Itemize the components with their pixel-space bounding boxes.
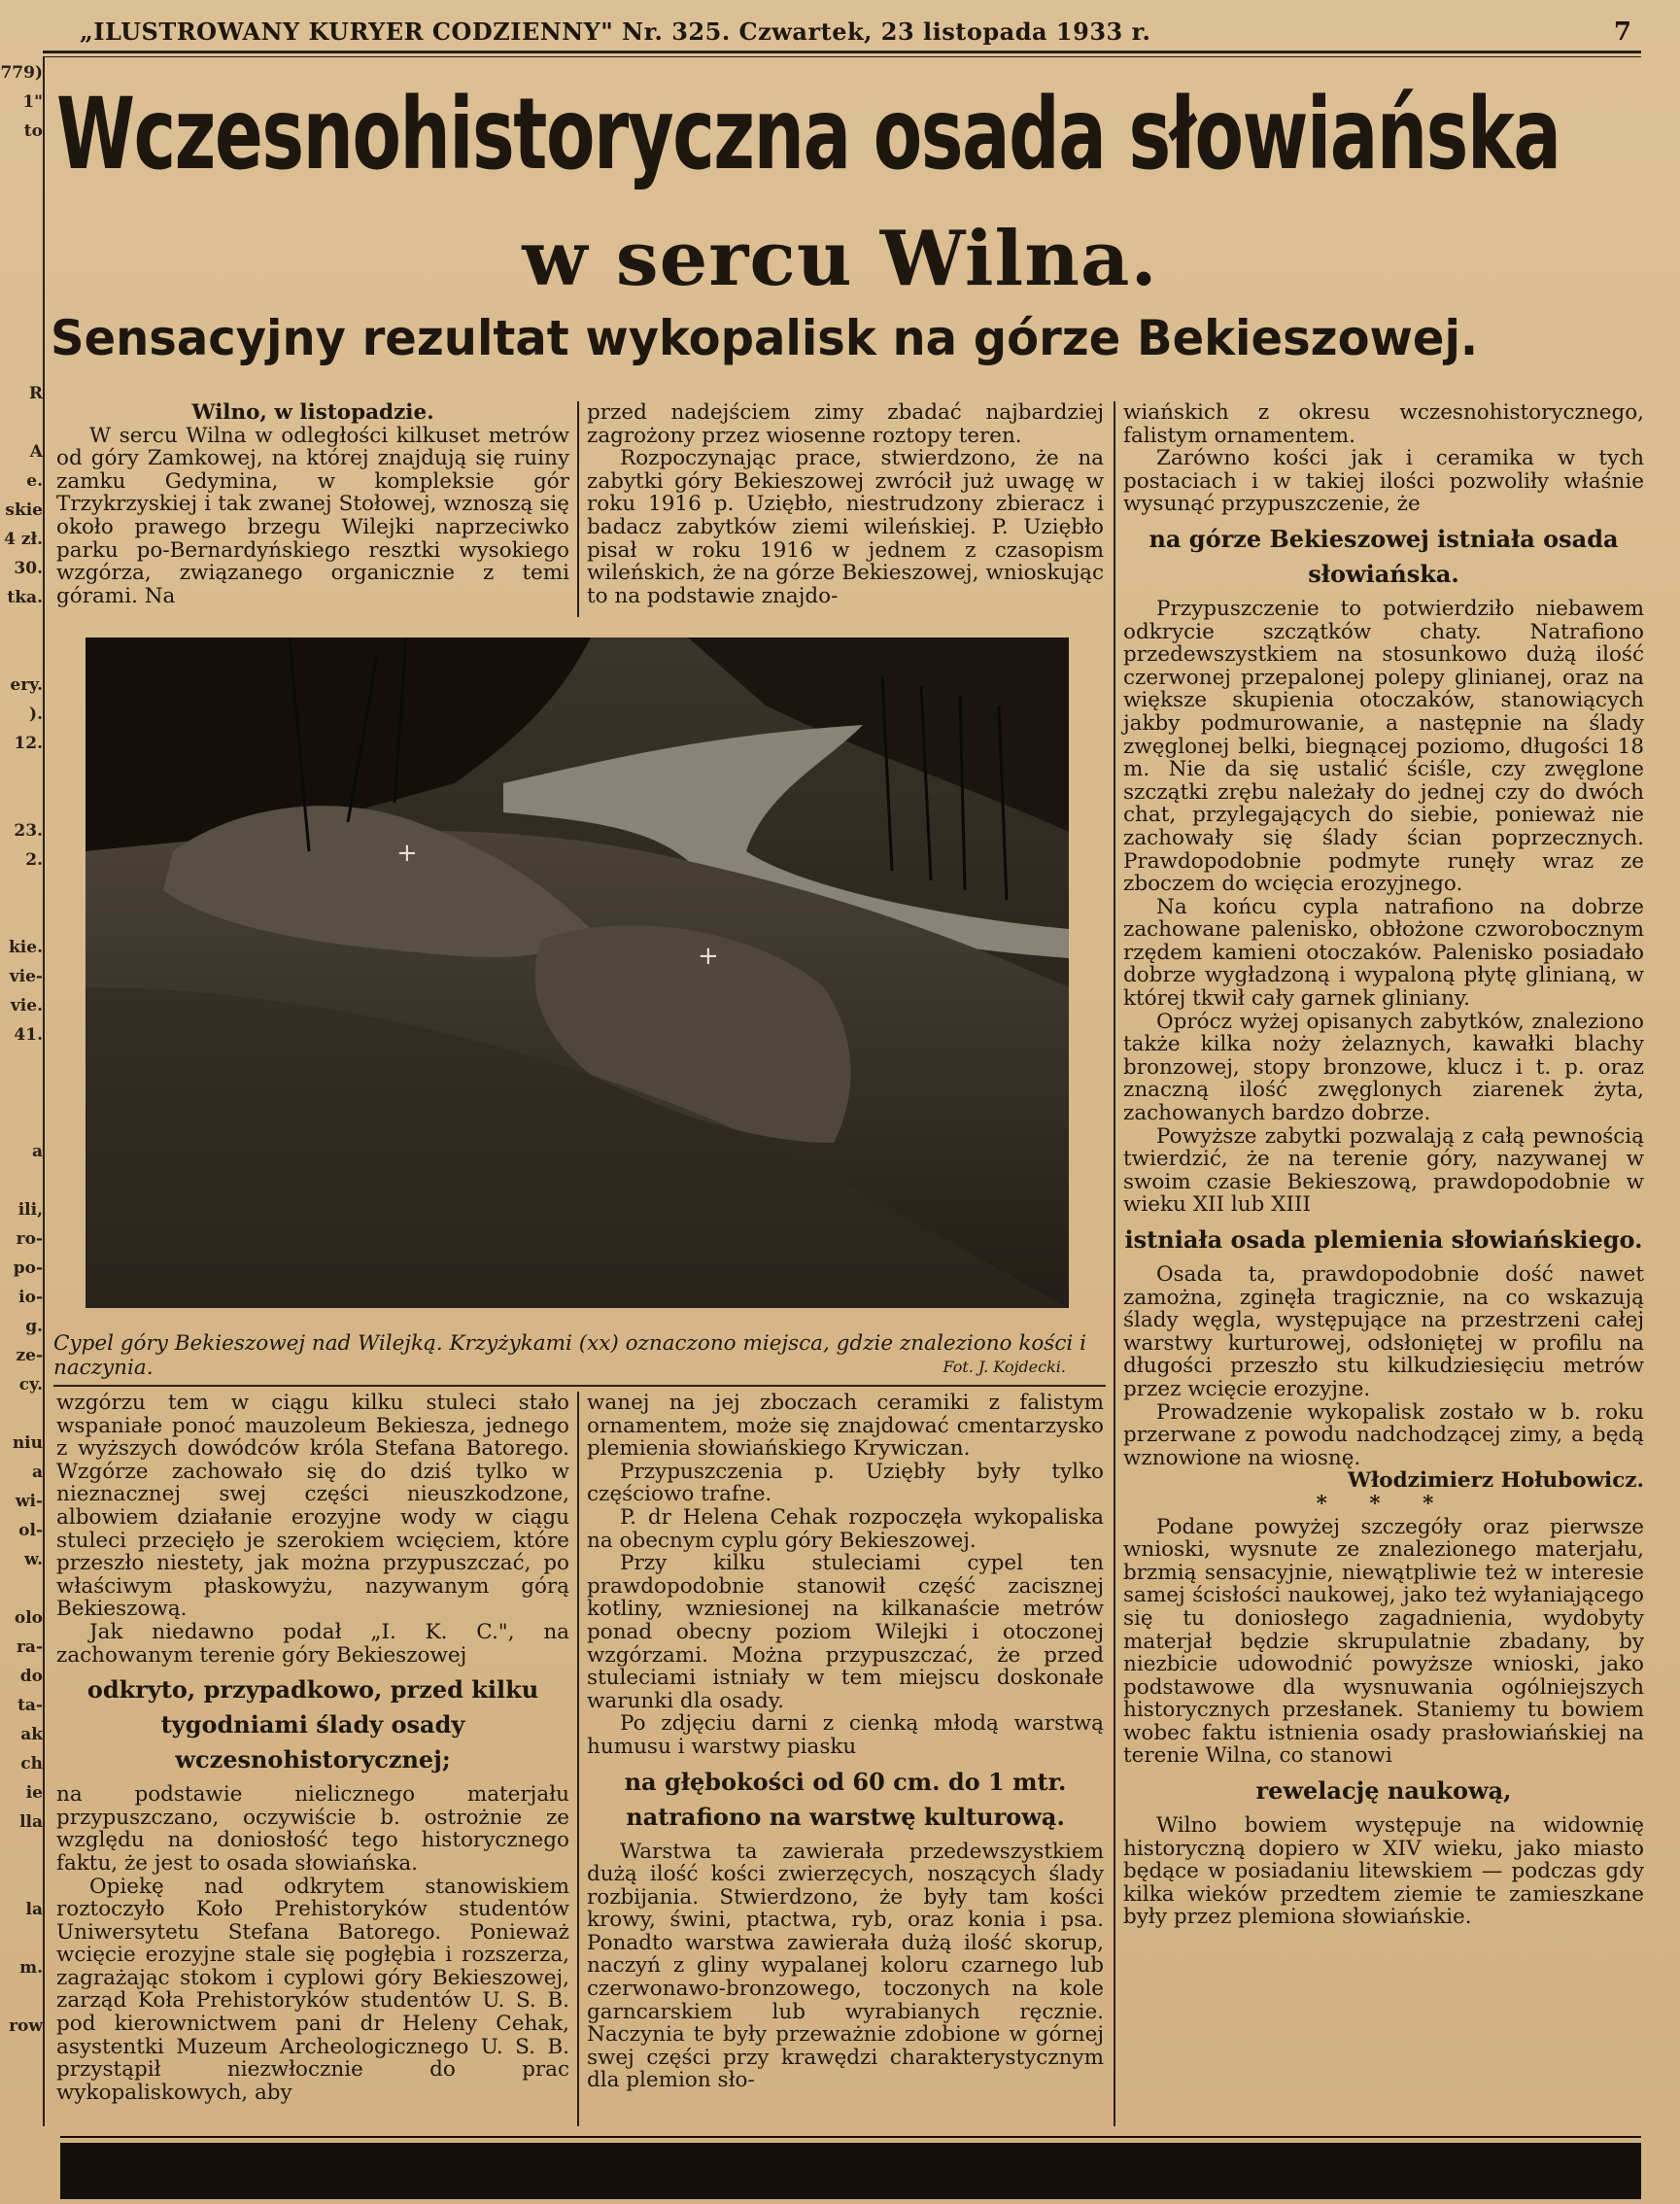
margin-fragment: ro- [16, 1229, 43, 1249]
margin-fragment [0, 350, 43, 379]
margin-fragment: io- [18, 1288, 43, 1307]
margin-fragment [0, 875, 43, 904]
column-rule [1114, 401, 1115, 2126]
margin-fragment: e. [26, 471, 43, 491]
margin-fragment [0, 1079, 43, 1108]
margin-fragment [0, 904, 43, 933]
margin-fragment: kie. [9, 938, 43, 957]
margin-fragment: ak [20, 1725, 43, 1744]
page-number: 7 [1613, 17, 1631, 47]
paragraph: Przypuszczenie to potwierdziło niebawem odkrycie szczątków chaty. Natrafiono przedewszystkiem na stosunkowo dużą ilość czerwonej przepalonej polepy glinianej, oraz na większe skupienia otoczaków, stanowiących jakby podmurowanie, a następnie na ślady zwęglonej belki, biegnącej poziomo, długości 18 m. Nie da się ustalić ściśle, czy zwęglone szczątki zrębu należały do jednej czy do dwóch chat, przylegających do siebie, ponieważ nie zachowały się ślady ścian poprzecznych. Prawdopodobnie podmyte runęły wraz ze zboczem do wcięcia erozyjnego. [1123, 596, 1644, 897]
photo-hill [86, 637, 1069, 1308]
margin-fragment: olo [14, 1608, 43, 1628]
margin-fragment: 23. [14, 821, 43, 841]
top-rule-thin [43, 56, 1641, 57]
subheading: odkryto, przypadkowo, przed kilku tygodniami ślady osady wczesnohistorycznej; [86, 1675, 539, 1774]
margin-fragment: skie [5, 500, 43, 520]
masthead: „ILUSTROWANY KURYER CODZIENNY" Nr. 325. Czwartek, 23 listopada 1933 r. [80, 17, 1151, 46]
margin-fragment: wi- [15, 1492, 43, 1511]
margin-fragment: ili, [17, 1200, 43, 1220]
margin-fragment: ze- [16, 1346, 43, 1365]
paragraph: Powyższe zabytki pozwalają z całą pewnością twierdzić, że na terenie góry, nazywanej w swoim czasie Bekieszową, prawdopodobnie w wieku XII lub XIII [1123, 1123, 1644, 1218]
margin-fragment [0, 146, 43, 175]
margin-fragment [0, 641, 43, 671]
paragraph: Na końcu cypla natrafiono na dobrze zachowane palenisko, obłożone czworobocznym rzędem kamieni otoczaków. Palenisko posiadało dobrze wygładzoną i wypaloną płytę glinianą, w której tkwił cały garnek gliniany. [1123, 894, 1644, 1012]
column-3 [1123, 401, 1644, 1929]
column-rule [577, 401, 579, 617]
subheading: rewelację naukową, [1255, 1776, 1512, 1806]
photo-caption [53, 1331, 1093, 1380]
left-margin-fragments [0, 58, 43, 2196]
paragraph: Przy kilku stuleciami cypel ten prawdopodobnie stanowił część zacisznej kotliny, wzniesionej na kilkanaście metrów ponad obecny poziom Wilejki i otoczonej wzgórzami. Można przypuszczać, że przed stuleciami istniały w tem miejscu doskonałe warunki dla osady. [587, 1551, 1104, 1713]
paragraph: na podstawie nielicznego materjału przypuszczano, oczywiście b. ostrożnie ze względu na doniosłość tego historycznego faktu, że jest to osada słowiańska. [56, 1782, 569, 1876]
subheading: na górze Bekieszowej istniała osada słowiańska. [1149, 524, 1619, 588]
paragraph: wzgórzu tem w ciągu kilku stuleci stało wspaniałe ponoć mauzoleum Bekiesza, jednego z wyższych dowódców króla Stefana Batorego. Wzgórze zachowało się do dziś tylko w nieznacznej swej części nieuszkodzone, albowiem działanie erozyjne wody w ciągu stuleci przecięło je szerokiem wcięciem, które przeszło niestety, jak można przypuszczać, po właściwym płaskowyżu, nazywanym górą Bekieszową. [56, 1391, 569, 1622]
subheading: istniała osada plemienia słowiańskiego. [1124, 1225, 1643, 1254]
paragraph: wiańskich z okresu wczesnohistorycznego, falistym ornamentem. [1123, 400, 1644, 448]
margin-fragment [0, 1574, 43, 1603]
paragraph: Warstwa ta zawierała przedewszystkiem dużą ilość kości zwierzęcych, noszących ślady rozbijania. Stwierdzono, że były tam kości krowy, świni, ptactwa, ryb, oraz konia i psa. Ponadto warstwa zawierała dużą ilość skorup, naczyń z gliny wypalanej koloru czarnego lub czerwonawo-bronzowego, toczonych na kole garncarskiem lub wyrabianych ręcznie. Naczynia te były przeważnie zdobione w górnej swej części przy krawędzi charakterystycznym dla plemion sło- [587, 1839, 1104, 2093]
column-rule [577, 1392, 579, 2126]
paragraph: Osada ta, prawdopodobnie dość nawet zamożna, zginęła tragicznie, na co wskazują ślady węgla, występujące na przestrzeni całej warstwy kurturowej, odsłoniętej w profilu na długości przeszło stu kilkudziesięciu metrów przez wcięcie erozyjne. [1123, 1262, 1644, 1401]
bottom-rule [60, 2136, 1641, 2138]
margin-fragment [0, 1050, 43, 1079]
margin-fragment: g. [25, 1317, 43, 1336]
subheading: na głębokości od 60 cm. do 1 mtr. natrafiono na warstwę kulturową. [624, 1767, 1067, 1831]
paragraph: Oprócz wyżej opisanych zabytków, znaleziono także kilka noży żelaznych, kawałki blachy bronzowej, stopy bronzowe, klucz i t. p. oraz znaczną ilość zwęglonych ziarenek żyta, zachowanych bardzo dobrze. [1123, 1009, 1644, 1126]
paragraph: Wilno bowiem występuje na widownię historyczną dopiero w XIV wieku, jako miasto będące w posiadaniu litewskiem — podczas gdy kilka wieków przedtem ziemie te zamieszkane były przez plemiona słowiańskie. [1123, 1813, 1644, 1930]
margin-fragment: ch [20, 1754, 43, 1774]
paragraph: P. dr Helena Cehak rozpoczęła wykopaliska na obecnym cyplu góry Bekieszowej. [587, 1504, 1104, 1553]
margin-fragment: 4 zł. [4, 530, 43, 549]
margin-fragment: 41. [14, 1025, 43, 1045]
margin-fragment [0, 1982, 43, 2012]
svg-text:+: + [396, 839, 418, 868]
margin-fragment [0, 787, 43, 816]
margin-fragment: 779) [0, 63, 43, 83]
margin-fragment [0, 758, 43, 787]
margin-fragment: tka. [7, 588, 43, 607]
margin-fragment [0, 321, 43, 350]
margin-fragment [0, 408, 43, 437]
margin-fragment: 30. [14, 559, 43, 578]
margin-fragment [0, 1399, 43, 1429]
column-2-bottom [587, 1392, 1104, 2092]
margin-fragment: m. [19, 1958, 43, 1978]
margin-fragment: row [9, 2016, 43, 2036]
margin-fragment: 2. [25, 850, 43, 870]
margin-fragment [0, 1866, 43, 1895]
margin-fragment: vie. [10, 996, 43, 1016]
column-2-top [587, 401, 1104, 607]
author-signature: Włodzimierz Hołubowicz. [1347, 1468, 1644, 1494]
margin-fragment [0, 1837, 43, 1866]
margin-fragment: 12. [14, 734, 43, 753]
dateline: Wilno, w listopadzie. [191, 400, 434, 425]
bottom-black-band [60, 2143, 1641, 2199]
paragraph: W sercu Wilna w odległości kilkuset metrów od góry Zamkowej, na której znajdują się ruiny zamku Gedymina, w kompleksie gór Trzykrzyskiej i tak zwanej Stołowej, wznoszą się około prawego brzegu Wilejki naprzeciwko parku po-Bernardyńskiego resztki wysokiego wzgórza, związanego organicznie z temi górami. Na [56, 423, 569, 608]
left-border-rule [43, 56, 45, 2126]
paragraph: Rozpoczynając prace, stwierdzono, że na zabytki góry Bekieszowej zwrócił już uwagę w roku 1916 p. Uziębło, niestrudzony zbieracz i badacz zabytków ziemi wileńskiej. P. Uziębło pisał w roku 1916 w jednem z czasopism wileńskich, że na górze Bekieszowej, wnioskując to na podstawie znajdo- [587, 446, 1104, 608]
svg-text:+: + [698, 942, 719, 971]
margin-fragment [0, 175, 43, 204]
margin-fragment: po- [13, 1258, 43, 1278]
paragraph: Podane powyżej szczegóły oraz pierwsze wnioski, wysnute ze znalezionego materjału, brzmią sensacyjnie, niewątpliwie też w interesie samej ścisłości naukowej, jako też wyłaniającego się tu doniosłego zagadnienia, wydobyty materjał będzie skrupulatnie zbadany, by niezbicie udowodnić powyższe wnioski, jako podstawowe dla wysnuwania ogólniejszych historycznych przesłanek. Staniemy tu bowiem wobec faktu istnienia osady prasłowiańskiej na terenie Wilna, co stanowi [1123, 1514, 1644, 1769]
margin-fragment: ol- [18, 1521, 43, 1540]
paragraph: Opiekę nad odkrytem stanowiskiem roztoczyło Koło Prehistoryków studentów Uniwersytetu Stefana Batorego. Ponieważ wcięcie erozyjne stale się pogłębia i rozszerza, zagrażając stokom i cyplowi góry Bekieszowej, zarząd Koła Prehistoryków studentów U. S. B. pod kierownictwem pani dr Heleny Cehak, asystentki Muzeum Archeologicznego U. S. B. przystąpił niezwłocznie do prac wykopaliskowych, aby [56, 1874, 569, 2105]
paragraph: Po zdjęciu darni z cienką młodą warstwą humusu i warstwy piasku [587, 1711, 1104, 1759]
headline-subtitle: Sensacyjny rezultat wykopalisk na górze Bekieszowej. [51, 310, 1479, 366]
margin-fragment: la [25, 1900, 43, 1919]
headline-second: w sercu Wilna. [522, 215, 1158, 303]
margin-fragment: 1" [22, 92, 43, 112]
margin-fragment: lla [19, 1812, 43, 1832]
top-rule [43, 51, 1641, 53]
margin-fragment: cy. [18, 1375, 43, 1395]
photo-image [86, 637, 1069, 1308]
paragraph: Przypuszczenia p. Uziębły były tylko częściowo trafne. [587, 1459, 1104, 1507]
margin-fragment: ie [25, 1783, 43, 1803]
margin-fragment: a [31, 1463, 43, 1482]
caption-rule [53, 1385, 1106, 1387]
caption-text: Cypel góry Bekieszowej nad Wilejką. Krzyżykami (xx) oznaczono miejsca, gdzie znaleziono kości i naczynia. [53, 1331, 1086, 1380]
column-1-bottom [56, 1392, 569, 2104]
photo-credit: Fot. J. Kojdecki. [943, 1358, 1066, 1376]
margin-fragment: w. [24, 1550, 43, 1569]
margin-fragment [0, 1108, 43, 1137]
margin-fragment: ta- [17, 1696, 43, 1715]
paragraph: Jak niedawno podał „I. K. C.", na zachowanym terenie góry Bekieszowej [56, 1619, 569, 1668]
headline-main: Wczesnohistoryczna osada słowiańska [56, 77, 1560, 192]
margin-fragment: do [19, 1667, 43, 1686]
paragraph: wanej na jej zboczach ceramiki z falistym ornamentem, może się znajdować cmentarzysko plemienia słowiańskiego Krywiczan. [587, 1391, 1104, 1462]
paragraph: przed nadejściem zimy zbadać najbardziej zagrożony przez wiosenne roztopy teren. [587, 400, 1104, 448]
margin-fragment: a [31, 1142, 43, 1161]
margin-fragment: ra- [16, 1637, 43, 1657]
margin-fragment [0, 1924, 43, 1953]
margin-fragment [0, 612, 43, 641]
paragraph: Prowadzenie wykopalisk zostało w b. roku przerwane z powodu nadchodzącej zimy, a będą wznowione na wiosnę. [1123, 1399, 1644, 1470]
margin-fragment [0, 1166, 43, 1195]
margin-fragment: vie- [9, 967, 43, 986]
column-1-top [56, 401, 569, 607]
margin-fragment: to [23, 121, 43, 141]
margin-fragment: niu [12, 1433, 43, 1453]
margin-fragment: ery. [10, 675, 43, 695]
margin-fragment: ). [29, 705, 43, 724]
separator-stars: * * * [1316, 1491, 1452, 1516]
margin-fragment: A [29, 442, 43, 462]
paragraph: Zarówno kości jak i ceramika w tych postaciach i w takiej ilości pozwoliły właśnie wysunąć przypuszczenie, że [1123, 446, 1644, 517]
margin-fragment: R [28, 384, 43, 403]
